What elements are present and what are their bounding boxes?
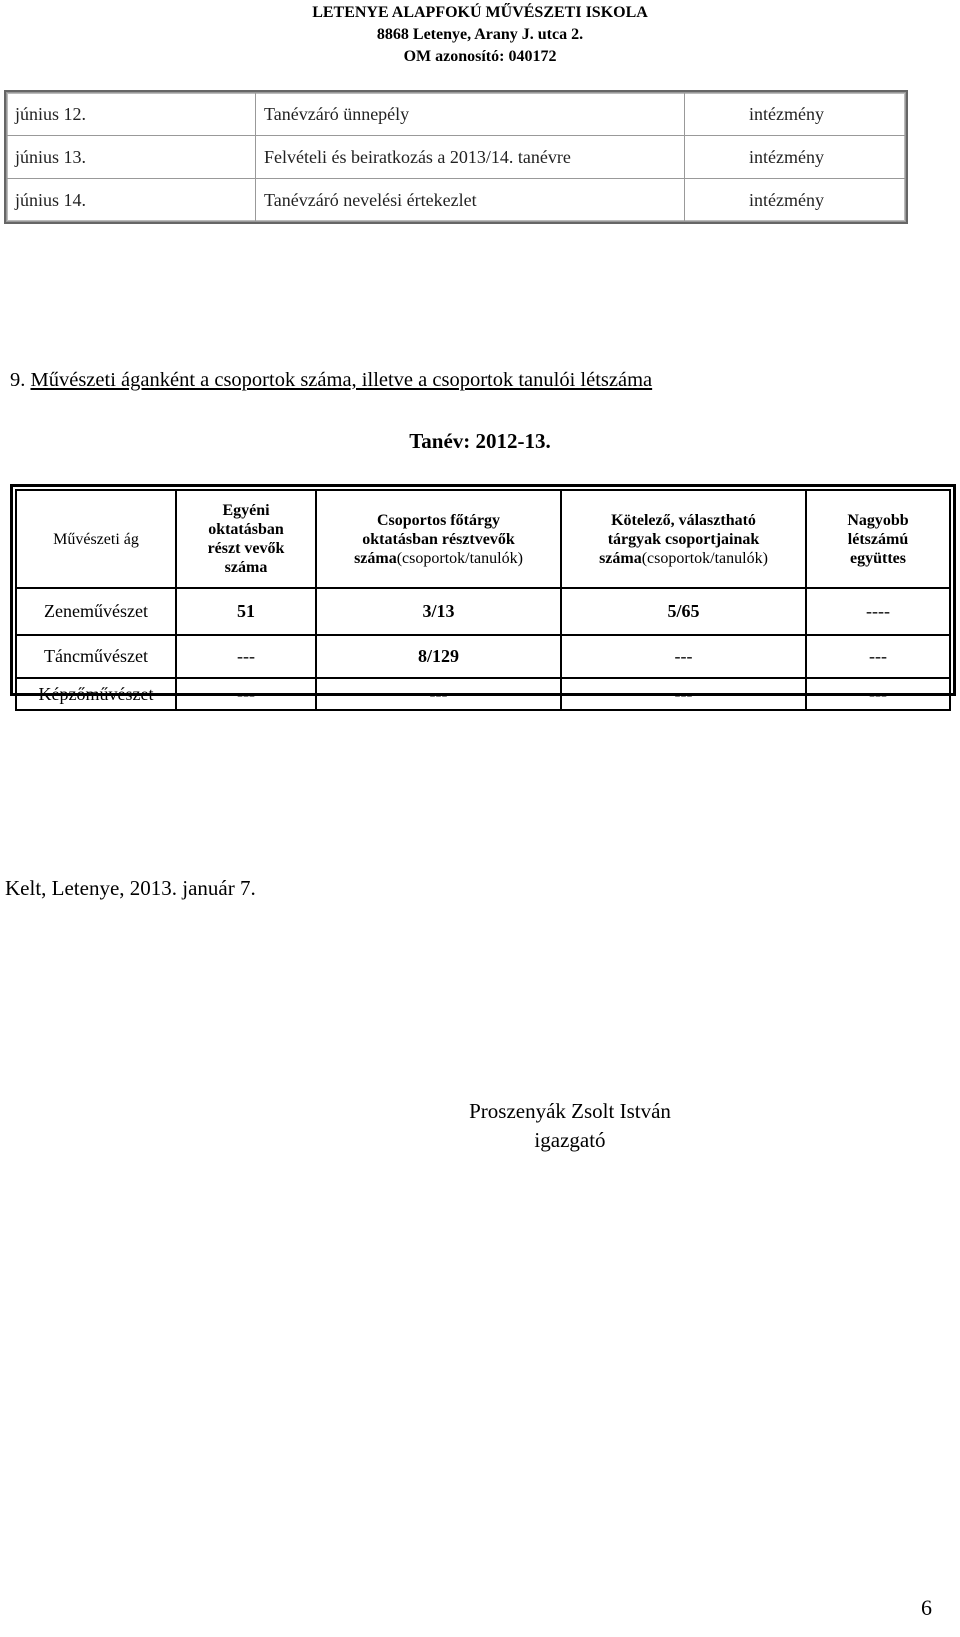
- header-ensemble: Nagyobb létszámú együttes: [806, 490, 950, 588]
- section-heading: [10, 369, 652, 392]
- cell-branch: Képzőművészet: [16, 678, 176, 710]
- school-om-id: OM azonosító: 040172: [403, 48, 557, 65]
- schedule-date: június 12.: [7, 93, 256, 136]
- schedule-date: június 14.: [7, 179, 256, 222]
- header-group-main: Csoportos főtárgy oktatásban résztvevők száma(csoportok/tanulók): [316, 490, 561, 588]
- table-row: [16, 588, 950, 635]
- cell-individual: ---: [176, 678, 316, 710]
- cell-group-main: 8/129: [316, 635, 561, 678]
- section-number: 9.: [10, 369, 26, 391]
- table-row: [7, 136, 906, 179]
- schedule-event: Tanévzáró ünnepély: [256, 93, 685, 136]
- table-row: [16, 635, 950, 678]
- header-mandatory: Kötelező, választható tárgyak csoportjainak száma(csoportok/tanulók): [561, 490, 806, 588]
- header-branch: Művészeti ág: [16, 490, 176, 588]
- page-number: 6: [921, 1595, 932, 1620]
- schedule-table: [4, 90, 908, 224]
- header-individual: Egyéni oktatásban részt vevők száma: [176, 490, 316, 588]
- cell-ensemble: ----: [806, 588, 950, 635]
- signer-title: igazgató: [534, 1128, 606, 1152]
- table-row: [7, 93, 906, 136]
- cell-ensemble: ---: [806, 635, 950, 678]
- cell-individual: 51: [176, 588, 316, 635]
- cell-individual: ---: [176, 635, 316, 678]
- page-header: [0, 2, 960, 68]
- school-address: 8868 Letenye, Arany J. utca 2.: [376, 26, 584, 43]
- signer-name: Proszenyák Zsolt István: [469, 1099, 671, 1123]
- school-year: Tanév: 2012-13.: [409, 429, 551, 453]
- schedule-level: intézmény: [685, 93, 906, 136]
- schedule-level: intézmény: [685, 179, 906, 222]
- schedule-level: intézmény: [685, 136, 906, 179]
- cell-mandatory: ---: [561, 635, 806, 678]
- table-header-row: [16, 490, 950, 588]
- school-name: LETENYE ALAPFOKÚ MŰVÉSZETI ISKOLA: [312, 4, 648, 21]
- schedule-date: június 13.: [7, 136, 256, 179]
- schedule-event: Felvételi és beiratkozás a 2013/14. tanévre: [256, 136, 685, 179]
- cell-branch: Táncművészet: [16, 635, 176, 678]
- schedule-event: Tanévzáró nevelési értekezlet: [256, 179, 685, 222]
- cell-group-main: ---: [316, 678, 561, 710]
- signature-block: [420, 1097, 720, 1155]
- section-title: Művészeti áganként a csoportok száma, illetve a csoportok tanulói létszáma: [30, 369, 653, 391]
- cell-mandatory: 5/65: [561, 588, 806, 635]
- cell-ensemble: ---: [806, 678, 950, 710]
- cell-mandatory: ---: [561, 678, 806, 710]
- stats-table: [10, 484, 956, 704]
- document-date: Kelt, Letenye, 2013. január 7.: [5, 876, 256, 900]
- table-row: [7, 179, 906, 222]
- cell-branch: Zeneművészet: [16, 588, 176, 635]
- table-row: [16, 678, 950, 710]
- cell-group-main: 3/13: [316, 588, 561, 635]
